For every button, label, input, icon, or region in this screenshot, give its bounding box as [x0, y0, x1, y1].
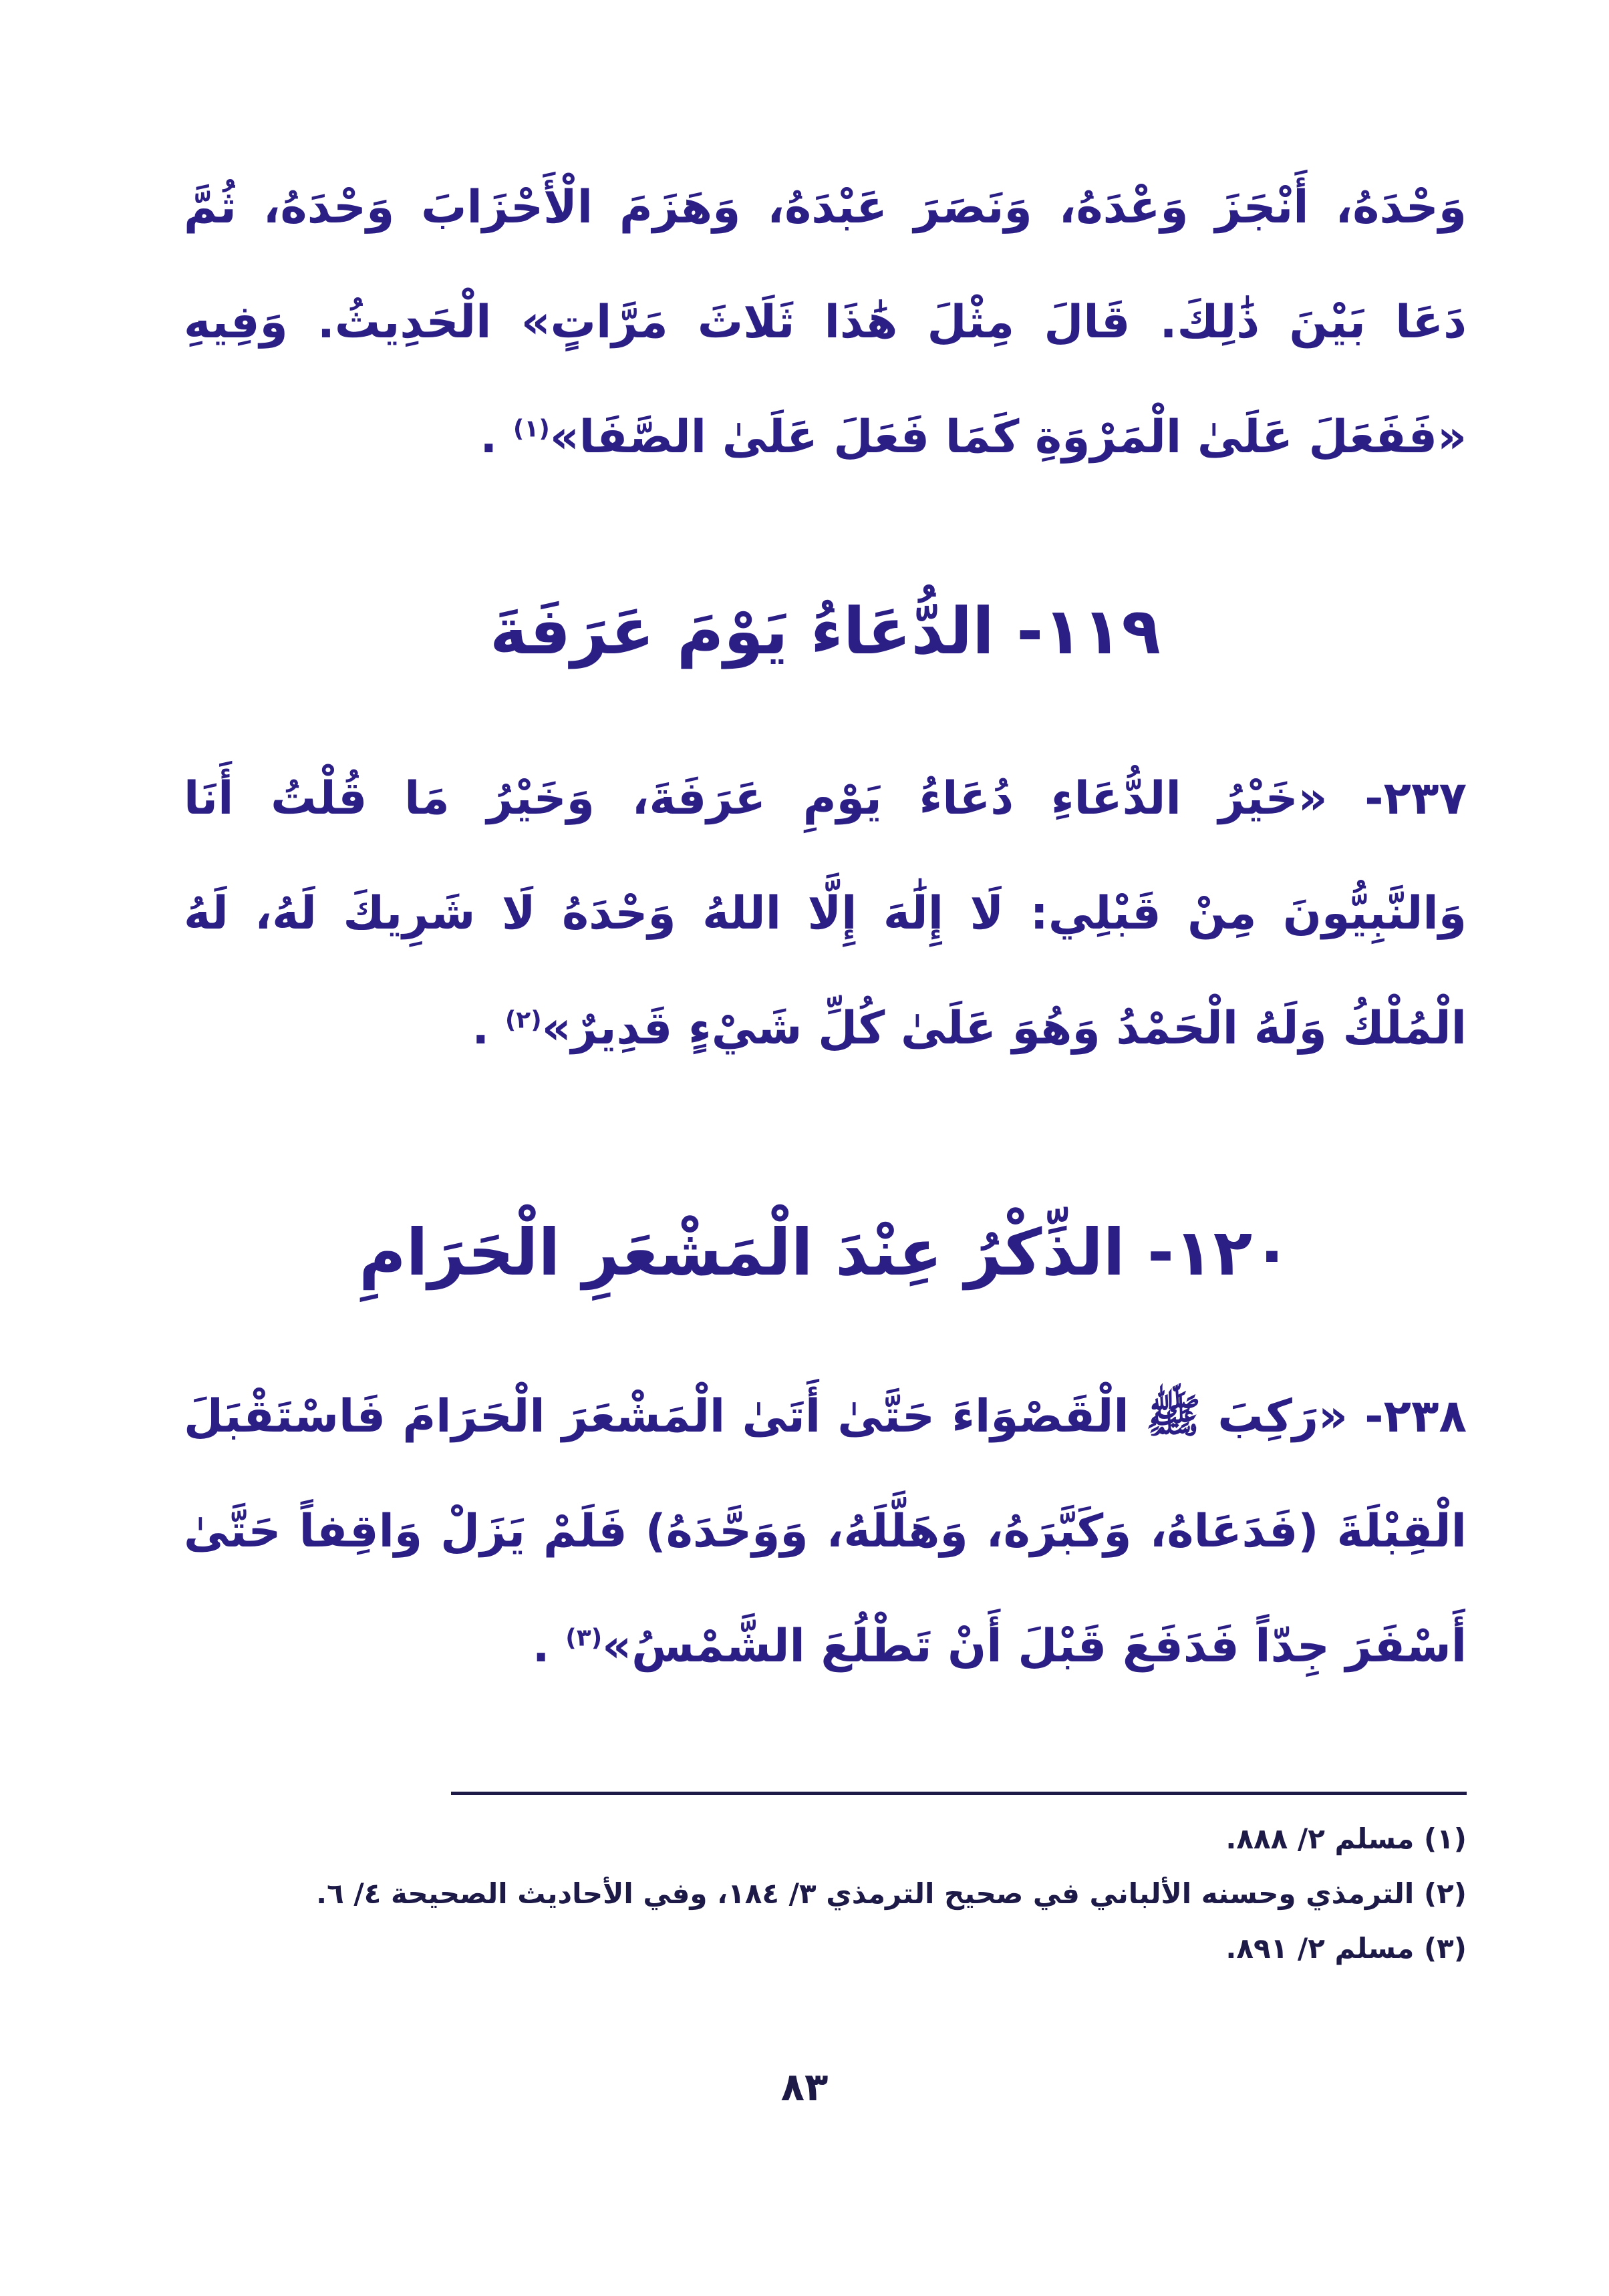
intro-paragraph-text: وَحْدَهُ، أَنْجَزَ وَعْدَهُ، وَنَصَرَ عَبْدَهُ، وَهَزَمَ الْأَحْزَابَ وَحْدَهُ، ثُمَّ دَعَا بَيْنَ ذَٰلِكَ. قَالَ مِثْلَ هَٰذَا ثَلَاثَ مَرَّاتٍ» الْحَدِيثُ. وَفِيهِ «فَفَعَلَ عَلَىٰ الْمَرْوَةِ كَمَا فَعَلَ عَلَىٰ الصَّفَا» [184, 181, 1467, 464]
footnote-2: (٢) الترمذي وحسنه الألباني في صحيح الترمذي ٣/ ١٨٤، وفي الأحاديث الصحيحة ٤/ ٦. [316, 1877, 1467, 1910]
hadith-237 [184, 742, 1467, 1086]
intro-paragraph [184, 150, 1467, 495]
hadith-238 [184, 1359, 1467, 1704]
intro-paragraph-end: . [480, 411, 513, 464]
footnote-reference-3: (٣) [565, 1624, 603, 1652]
footnote-divider [451, 1792, 1467, 1795]
footnote-reference-2: (٢) [504, 1006, 542, 1034]
footnote-reference-1: (١) [513, 415, 550, 443]
footnote-3: (٣) مسلم ٢/ ٨٩١. [1225, 1932, 1467, 1965]
footnote-1: (١) مسلم ٢/ ٨٨٨. [1225, 1822, 1467, 1855]
hadith-238-end: . [532, 1620, 566, 1673]
section-heading-119: ١١٩- الدُّعَاءُ يَوْمَ عَرَفَةَ [490, 594, 1161, 669]
hadith-237-end: . [472, 1002, 505, 1055]
hadith-238-text: ٢٣٨- «رَكِبَ ﷺ الْقَصْوَاءَ حَتَّىٰ أَتَىٰ الْمَشْعَرَ الْحَرَامَ فَاسْتَقْبَلَ الْقِبْلَةَ (فَدَعَاهُ، وَكَبَّرَهُ، وَهَلَّلَهُ، وَوَحَّدَهُ) فَلَمْ يَزَلْ وَاقِفاً حَتَّىٰ أَسْفَرَ جِدّاً فَدَفَعَ قَبْلَ أَنْ تَطْلُعَ الشَّمْسُ» [184, 1390, 1467, 1673]
section-heading-120: ١٢٠- الذِّكْرُ عِنْدَ الْمَشْعَرِ الْحَرَامِ [359, 1215, 1292, 1290]
hadith-237-text: ٢٣٧- «خَيْرُ الدُّعَاءِ دُعَاءُ يَوْمِ عَرَفَةَ، وَخَيْرُ مَا قُلْتُ أَنَا وَالنَّبِيُّونَ مِنْ قَبْلِي: لَا إِلَٰهَ إِلَّا اللهُ وَحْدَهُ لَا شَرِيكَ لَهُ، لَهُ الْمُلْكُ وَلَهُ الْحَمْدُ وَهُوَ عَلَىٰ كُلِّ شَيْءٍ قَدِيرٌ» [184, 772, 1467, 1055]
footnotes [281, 1812, 1467, 1976]
page-number: ٨٣ [780, 2064, 829, 2110]
